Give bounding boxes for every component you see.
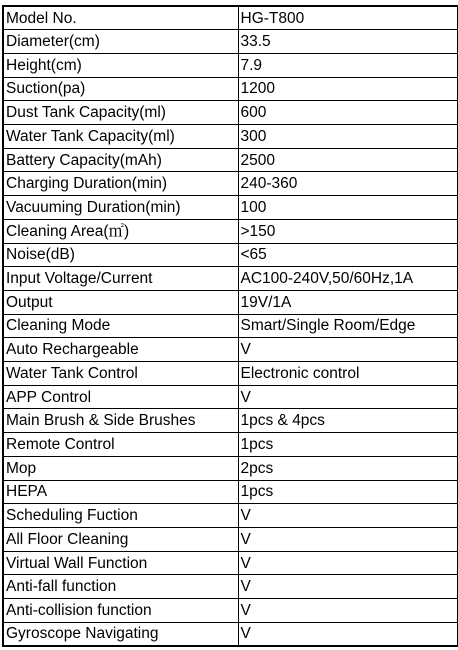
spec-label: Output	[3, 290, 238, 314]
spec-label: Input Voltage/Current	[3, 267, 238, 291]
spec-value: V	[238, 599, 458, 623]
spec-value: 240-360	[238, 172, 458, 196]
spec-label: Suction(pa)	[3, 77, 238, 101]
spec-label: All Floor Cleaning	[3, 527, 238, 551]
spec-label: Anti-fall function	[3, 575, 238, 599]
table-row	[3, 480, 458, 504]
table-row	[3, 243, 458, 267]
table-row	[3, 599, 458, 623]
spec-value: 100	[238, 196, 458, 220]
spec-value: V	[238, 575, 458, 599]
spec-label: Main Brush & Side Brushes	[3, 409, 238, 433]
table-row	[3, 148, 458, 172]
spec-label: Scheduling Fuction	[3, 504, 238, 528]
spec-value: V	[238, 338, 458, 362]
spec-label: Virtual Wall Function	[3, 551, 238, 575]
table-row	[3, 77, 458, 101]
table-row	[3, 30, 458, 54]
table-row	[3, 338, 458, 362]
spec-label: APP Control	[3, 385, 238, 409]
table-row	[3, 125, 458, 149]
spec-table	[2, 5, 458, 647]
spec-label: Model No.	[3, 6, 238, 30]
spec-value: 19V/1A	[238, 290, 458, 314]
spec-value: 1pcs	[238, 433, 458, 457]
spec-label: Auto Rechargeable	[3, 338, 238, 362]
table-row	[3, 53, 458, 77]
spec-value: HG-T800	[238, 6, 458, 30]
spec-label: Charging Duration(min)	[3, 172, 238, 196]
table-row	[3, 551, 458, 575]
spec-value: V	[238, 551, 458, 575]
table-row	[3, 409, 458, 433]
spec-label: Anti-collision function	[3, 599, 238, 623]
spec-label: Vacuuming Duration(min)	[3, 196, 238, 220]
spec-label: Gyroscope Navigating	[3, 622, 238, 646]
spec-value: 33.5	[238, 30, 458, 54]
spec-label: Noise(dB)	[3, 243, 238, 267]
spec-label: Diameter(cm)	[3, 30, 238, 54]
spec-value: V	[238, 385, 458, 409]
table-row	[3, 433, 458, 457]
spec-label: Mop	[3, 456, 238, 480]
spec-value: 1200	[238, 77, 458, 101]
spec-value: V	[238, 622, 458, 646]
spec-value: V	[238, 504, 458, 528]
table-row	[3, 290, 458, 314]
spec-label: Water Tank Capacity(ml)	[3, 125, 238, 149]
spec-value: 600	[238, 101, 458, 125]
table-row	[3, 267, 458, 291]
spec-label: Height(cm)	[3, 53, 238, 77]
spec-value: 2500	[238, 148, 458, 172]
spec-value: AC100-240V,50/60Hz,1A	[238, 267, 458, 291]
spec-value: Electronic control	[238, 362, 458, 386]
table-row	[3, 575, 458, 599]
table-row	[3, 101, 458, 125]
table-row	[3, 314, 458, 338]
table-row	[3, 456, 458, 480]
table-row	[3, 362, 458, 386]
table-row	[3, 622, 458, 646]
spec-value: Smart/Single Room/Edge	[238, 314, 458, 338]
table-row	[3, 172, 458, 196]
table-row	[3, 527, 458, 551]
spec-value: <65	[238, 243, 458, 267]
table-row	[3, 504, 458, 528]
spec-value: 2pcs	[238, 456, 458, 480]
spec-label: Water Tank Control	[3, 362, 238, 386]
table-row	[3, 196, 458, 220]
spec-label: Battery Capacity(mAh)	[3, 148, 238, 172]
spec-value: 1pcs & 4pcs	[238, 409, 458, 433]
spec-value: V	[238, 527, 458, 551]
spec-value: 300	[238, 125, 458, 149]
table-row	[3, 219, 458, 243]
spec-value: 1pcs	[238, 480, 458, 504]
table-row	[3, 385, 458, 409]
spec-label: Dust Tank Capacity(ml)	[3, 101, 238, 125]
spec-label: HEPA	[3, 480, 238, 504]
table-row	[3, 6, 458, 30]
spec-label: Remote Control	[3, 433, 238, 457]
spec-label: Cleaning Area(㎡)	[3, 219, 238, 243]
spec-value: 7.9	[238, 53, 458, 77]
spec-value: >150	[238, 219, 458, 243]
spec-label: Cleaning Mode	[3, 314, 238, 338]
spec-table-body	[3, 6, 458, 646]
